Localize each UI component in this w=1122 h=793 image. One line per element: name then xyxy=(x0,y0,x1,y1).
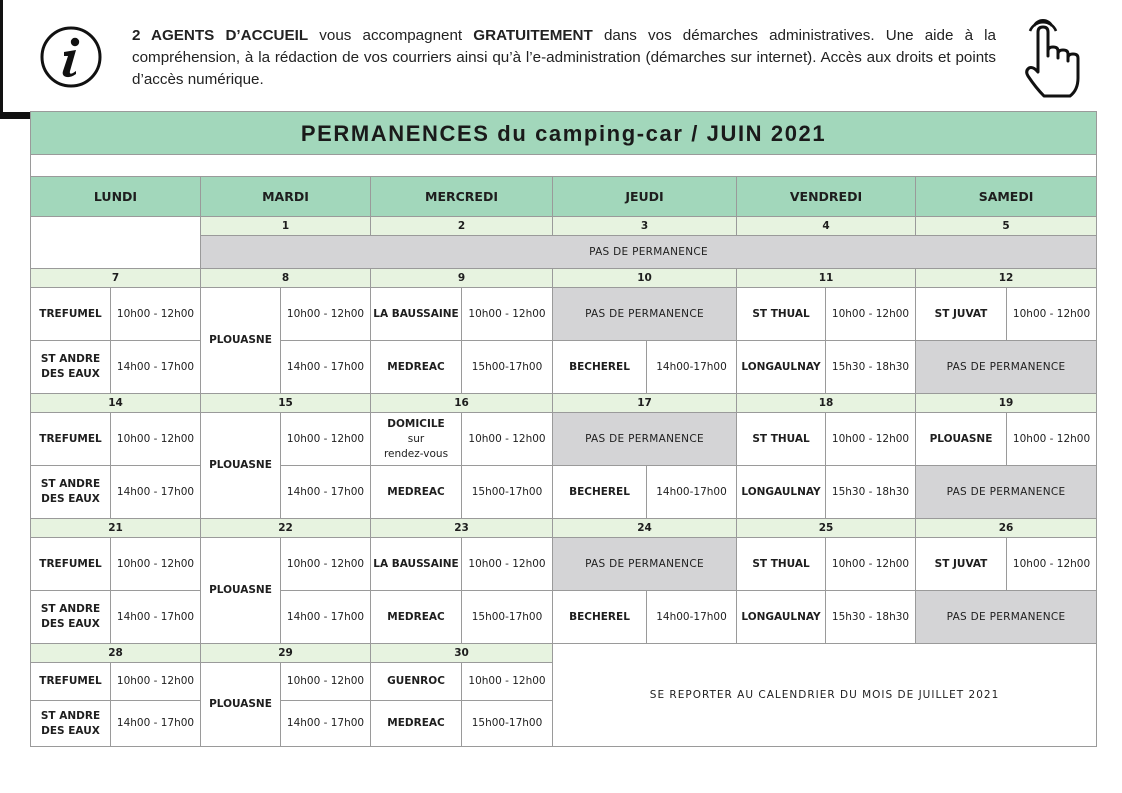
place-cell: ST ANDRE DES EAUX xyxy=(31,591,111,644)
date-cell: 17 xyxy=(553,394,737,413)
schedule-title: PERMANENCES du camping-car / JUIN 2021 xyxy=(31,112,1097,155)
hours-cell: 14h00 - 17h00 xyxy=(281,701,371,747)
left-edge-bar xyxy=(0,0,3,112)
place-cell: TREFUMEL xyxy=(31,663,111,701)
place-cell: PLOUASNE xyxy=(201,288,281,394)
date-cell: 25 xyxy=(737,519,916,538)
hours-cell: 10h00 - 12h00 xyxy=(111,413,201,466)
left-edge-tab xyxy=(0,112,30,119)
hours-cell: 14h00 - 17h00 xyxy=(281,591,371,644)
hours-cell: 14h00 - 17h00 xyxy=(111,466,201,519)
place-cell: MEDREAC xyxy=(371,591,462,644)
hours-cell: 10h00 - 12h00 xyxy=(281,288,371,341)
domicile-label: DOMICILE xyxy=(387,417,445,430)
place-cell: TREFUMEL xyxy=(31,413,111,466)
agents-label: 2 AGENTS D’ACCUEIL xyxy=(132,27,309,44)
hours-cell: 10h00 - 12h00 xyxy=(281,413,371,466)
hours-cell: 10h00 - 12h00 xyxy=(462,538,553,591)
no-permanence-cell: PAS DE PERMANENCE xyxy=(553,538,737,591)
date-cell: 2 xyxy=(371,217,553,236)
hours-cell: 10h00 - 12h00 xyxy=(281,538,371,591)
day-header-lundi: LUNDI xyxy=(31,177,201,217)
no-permanence-cell: PAS DE PERMANENCE xyxy=(916,341,1097,394)
hours-cell: 14h00-17h00 xyxy=(647,341,737,394)
empty-cell xyxy=(31,217,201,269)
day-header-samedi: SAMEDI xyxy=(916,177,1097,217)
hours-cell: 10h00 - 12h00 xyxy=(1007,413,1097,466)
hours-cell: 10h00 - 12h00 xyxy=(111,663,201,701)
place-cell: TREFUMEL xyxy=(31,538,111,591)
date-cell: 28 xyxy=(31,644,201,663)
hours-cell: 10h00 - 12h00 xyxy=(462,413,553,466)
place-cell: BECHEREL xyxy=(553,466,647,519)
day-header-vendredi: VENDREDI xyxy=(737,177,916,217)
date-cell: 5 xyxy=(916,217,1097,236)
date-cell: 22 xyxy=(201,519,371,538)
place-cell: LA BAUSSAINE xyxy=(371,288,462,341)
spacer-row xyxy=(31,155,1097,177)
hours-cell: 10h00 - 12h00 xyxy=(281,663,371,701)
hours-cell: 14h00 - 17h00 xyxy=(281,466,371,519)
hours-cell: 14h00 - 17h00 xyxy=(111,591,201,644)
hours-cell: 10h00 - 12h00 xyxy=(462,288,553,341)
place-cell: ST ANDRE DES EAUX xyxy=(31,701,111,747)
date-cell: 11 xyxy=(737,269,916,288)
no-permanence-cell: PAS DE PERMANENCE xyxy=(553,288,737,341)
date-cell: 1 xyxy=(201,217,371,236)
place-cell: ST JUVAT xyxy=(916,288,1007,341)
sur-label: sur xyxy=(407,432,425,445)
date-cell: 18 xyxy=(737,394,916,413)
date-cell: 29 xyxy=(201,644,371,663)
hours-cell: 14h00 - 17h00 xyxy=(111,701,201,747)
place-cell: MEDREAC xyxy=(371,466,462,519)
place-cell: PLOUASNE xyxy=(201,663,281,747)
pointing-hand-icon xyxy=(1020,18,1084,102)
date-cell: 9 xyxy=(371,269,553,288)
day-header-mercredi: MERCREDI xyxy=(371,177,553,217)
date-cell: 24 xyxy=(553,519,737,538)
place-cell: GUENROC xyxy=(371,663,462,701)
no-permanence-cell: PAS DE PERMANENCE xyxy=(553,413,737,466)
hours-cell: 10h00 - 12h00 xyxy=(1007,538,1097,591)
date-cell: 3 xyxy=(553,217,737,236)
report-note: SE REPORTER AU CALENDRIER DU MOIS DE JUILLET 2021 xyxy=(553,644,1097,747)
date-cell: 15 xyxy=(201,394,371,413)
place-cell: LA BAUSSAINE xyxy=(371,538,462,591)
place-cell: ST THUAL xyxy=(737,288,826,341)
hours-cell: 10h00 - 12h00 xyxy=(826,288,916,341)
hours-cell: 15h00-17h00 xyxy=(462,591,553,644)
place-cell: PLOUASNE xyxy=(916,413,1007,466)
hours-cell: 10h00 - 12h00 xyxy=(462,663,553,701)
no-permanence-cell: PAS DE PERMANENCE xyxy=(916,591,1097,644)
intro-text xyxy=(132,25,996,91)
place-cell: ST THUAL xyxy=(737,413,826,466)
place-cell: ST THUAL xyxy=(737,538,826,591)
date-cell: 4 xyxy=(737,217,916,236)
place-cell: BECHEREL xyxy=(553,341,647,394)
date-cell: 8 xyxy=(201,269,371,288)
hours-cell: 14h00-17h00 xyxy=(647,466,737,519)
free-label: GRATUITEMENT xyxy=(473,27,593,44)
hours-cell: 15h00-17h00 xyxy=(462,701,553,747)
date-cell: 12 xyxy=(916,269,1097,288)
hours-cell: 10h00 - 12h00 xyxy=(826,413,916,466)
place-cell: LONGAULNAY xyxy=(737,591,826,644)
hours-cell: 15h00-17h00 xyxy=(462,341,553,394)
day-header-mardi: MARDI xyxy=(201,177,371,217)
hours-cell: 10h00 - 12h00 xyxy=(111,288,201,341)
date-cell: 30 xyxy=(371,644,553,663)
place-cell-domicile xyxy=(371,413,462,466)
hours-cell: 10h00 - 12h00 xyxy=(111,538,201,591)
place-cell: MEDREAC xyxy=(371,341,462,394)
intro-part2: dans vos démarches administratives. Une aide à la compréhension, à la rédaction de vos courriers ainsi qu’à l’e-administration (démarches sur internet). Accès aux droits et points d’accès numérique. xyxy=(132,27,996,88)
date-cell: 10 xyxy=(553,269,737,288)
rendezvous-label: rendez-vous xyxy=(383,447,449,460)
schedule-table xyxy=(30,111,1097,747)
info-icon xyxy=(40,26,102,88)
day-header-jeudi: JEUDI xyxy=(553,177,737,217)
place-cell: ST ANDRE DES EAUX xyxy=(31,341,111,394)
hours-cell: 15h30 - 18h30 xyxy=(826,341,916,394)
place-cell: LONGAULNAY xyxy=(737,466,826,519)
place-cell: TREFUMEL xyxy=(31,288,111,341)
date-cell: 14 xyxy=(31,394,201,413)
place-cell: ST JUVAT xyxy=(916,538,1007,591)
hours-cell: 14h00 - 17h00 xyxy=(281,341,371,394)
date-cell: 23 xyxy=(371,519,553,538)
date-cell: 21 xyxy=(31,519,201,538)
no-permanence-cell: PAS DE PERMANENCE xyxy=(916,466,1097,519)
hours-cell: 10h00 - 12h00 xyxy=(1007,288,1097,341)
place-cell: MEDREAC xyxy=(371,701,462,747)
place-cell: PLOUASNE xyxy=(201,413,281,519)
date-cell: 19 xyxy=(916,394,1097,413)
place-cell: LONGAULNAY xyxy=(737,341,826,394)
hours-cell: 15h30 - 18h30 xyxy=(826,591,916,644)
place-cell: PLOUASNE xyxy=(201,538,281,644)
hours-cell: 15h00-17h00 xyxy=(462,466,553,519)
place-cell: BECHEREL xyxy=(553,591,647,644)
hours-cell: 10h00 - 12h00 xyxy=(826,538,916,591)
intro-part1: vous accompagnent xyxy=(308,27,474,44)
date-cell: 26 xyxy=(916,519,1097,538)
date-cell: 16 xyxy=(371,394,553,413)
hours-cell: 15h30 - 18h30 xyxy=(826,466,916,519)
hours-cell: 14h00 - 17h00 xyxy=(111,341,201,394)
place-cell: ST ANDRE DES EAUX xyxy=(31,466,111,519)
date-cell: 7 xyxy=(31,269,201,288)
no-permanence-cell: PAS DE PERMANENCE xyxy=(201,236,1097,269)
hours-cell: 14h00-17h00 xyxy=(647,591,737,644)
